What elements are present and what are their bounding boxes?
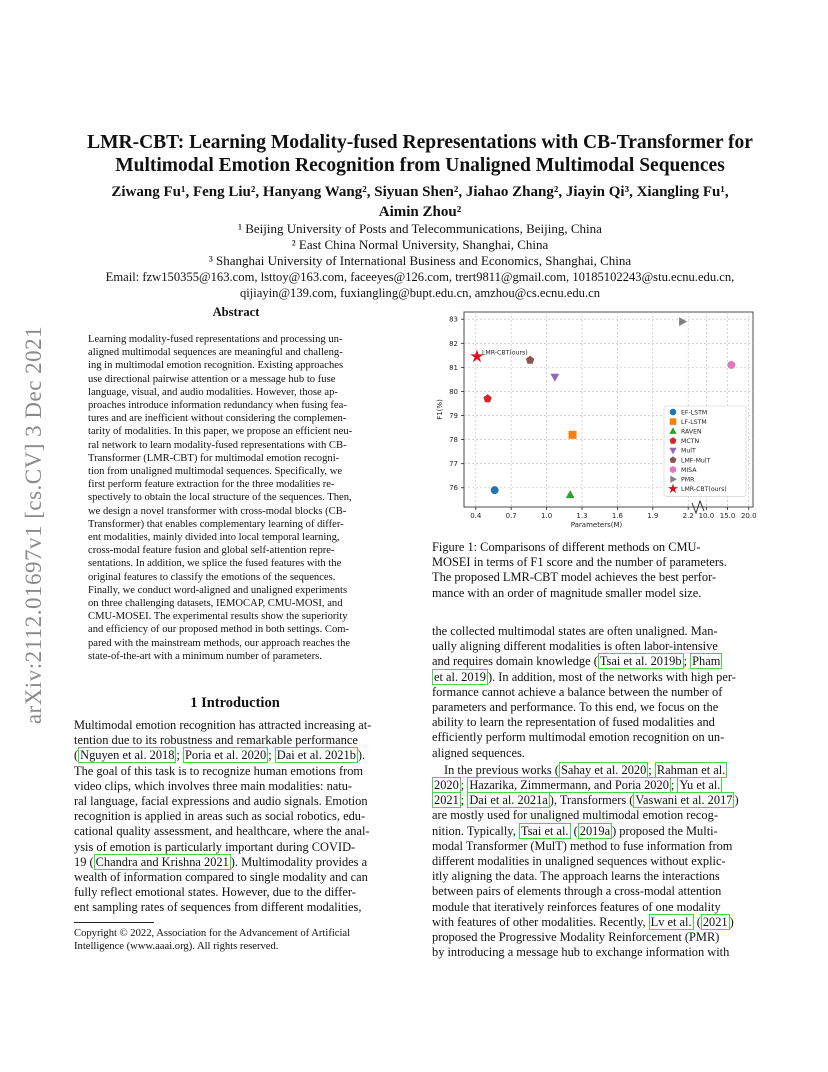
legend-entry: LMF-MulT — [681, 457, 711, 465]
legend-marker — [670, 418, 677, 425]
abstract-line: pared with the mainstream methods, our approach reaches the — [88, 637, 351, 649]
body-line: the collected multimodal states are often unaligned. Man- — [432, 624, 718, 638]
intro-line: ( Nguyen et al. 2018 ; Poria et al. 2020 ; Dai et al. 2021b ). — [74, 748, 366, 763]
y-tick-label: 81 — [449, 363, 458, 372]
data-point — [550, 374, 559, 382]
email-line-1: Email: fzw150355@163.com, lsttoy@163.com, faceeyes@126.com, trert9811@gmail.com, 10185102243@stu.ecnu.edu.cn, — [105, 270, 735, 284]
y-tick-label: 78 — [449, 436, 458, 445]
caption-line: MOSEI in terms of F1 score and the number of parameters. — [432, 555, 727, 570]
intro-line: ent sampling rates of sequences from different modalities, — [74, 900, 362, 915]
body-line: between pairs of elements through a cross-modal attention — [432, 884, 722, 899]
citation-link[interactable]: et al. 2019 — [434, 669, 486, 684]
body-text: ( — [570, 823, 578, 838]
affiliation-3: ³ Shanghai University of International Business and Economics, Shanghai, China — [208, 253, 632, 268]
arxiv-sidebar — [14, 290, 54, 760]
figure-caption — [432, 540, 756, 601]
intro-text: ). Multimodality provides a — [230, 854, 368, 869]
abstract-line: original features to classify the emotions of the sequences. — [88, 571, 336, 583]
body-text: In the previous works ( — [444, 762, 559, 777]
citation-link[interactable]: Dai et al. 2021b — [276, 748, 356, 763]
abstract-line: tion from unaligned multimodal sequences. Specifically, we — [88, 466, 343, 478]
x-tick-label: 15.0 — [719, 512, 736, 520]
affiliation-2: ² East China Normal University, Shanghai, China — [291, 237, 549, 252]
legend-entry: MISA — [681, 466, 697, 474]
footnote-line: Intelligence (www.aaai.org). All rights reserved. — [74, 941, 279, 953]
intro-line: recognition is applied in areas such as social robotics, edu- — [74, 809, 366, 824]
citation-link[interactable]: Sahay et al. 2020 — [560, 762, 647, 777]
body-line: 2021 ; Dai et al. 2021a ), Transformers ( Vaswani et al. 2017 ) — [434, 793, 739, 808]
citation-link[interactable]: Nguyen et al. 2018 — [80, 748, 175, 763]
y-tick-label: 80 — [449, 387, 458, 396]
abstract-heading: Abstract — [212, 305, 260, 319]
body-line — [432, 763, 756, 778]
intro-line: ysis of emotion is particularly important during COVID- — [74, 839, 356, 854]
intro-line: ral language, facial expressions and audio signals. Emotion — [74, 794, 368, 809]
y-axis-label: F1(%) — [436, 399, 444, 420]
body-line: are mostly used for unaligned multimodal emotion recog- — [432, 808, 718, 823]
abstract-line: use directional pairwise attention or a message hub to fuse — [88, 373, 336, 385]
y-tick-label: 79 — [449, 412, 458, 421]
y-tick-label: 83 — [449, 315, 458, 324]
abstract-line: cross-modal feature fusion and global self-attention repre- — [88, 545, 335, 557]
abstract-line: language, visual, and audio modalities. However, those ap- — [88, 386, 338, 398]
legend-entry: MCTN — [681, 438, 700, 446]
body-line: different modalities in unaligned sequences without explic- — [432, 854, 726, 869]
email-line-2: qijiayin@139.com, fuxiangling@bupt.edu.cn, amzhou@cs.ecnu.edu.cn — [239, 286, 601, 300]
abstract-line: tures and are inefficient without considering the complemen- — [88, 413, 347, 425]
abstract-line: ing in multimodal emotion recognition. Existing approaches — [88, 360, 344, 372]
body-text: ; — [648, 762, 655, 777]
point-label: LMR-CBT(ours) — [481, 349, 528, 357]
intro-text: 19 ( — [74, 854, 94, 869]
abstract-line: state-of-the-art with a minimum number of parameters. — [88, 650, 322, 662]
body-line: ability to learn the representation of fused modalities and — [432, 715, 715, 730]
body-text: nition. Typically, — [432, 823, 519, 838]
intro-heading: 1 Introduction — [190, 695, 280, 711]
citation-link[interactable]: 2021 — [702, 914, 728, 929]
legend-entry: LMR-CBT(ours) — [681, 486, 727, 494]
authors-line-2: Aimin Zhou² — [378, 204, 462, 220]
body-line: module that iteratively reinforces features of one modality — [432, 899, 721, 914]
authors — [70, 182, 770, 222]
body-line — [432, 824, 756, 839]
abstract-body — [88, 333, 384, 663]
copyright-footnote — [74, 927, 396, 953]
abstract-line: Learning modality-fused representations and processing un- — [88, 334, 343, 345]
data-point — [569, 431, 577, 439]
abstract-line: ent modalities, mainly divided into local temporal learning, — [88, 532, 340, 544]
body-line — [432, 915, 756, 930]
citation-link[interactable]: Vaswani et al. 2017 — [635, 793, 733, 808]
x-tick-label: 10.0 — [698, 512, 715, 520]
affiliations — [70, 221, 770, 301]
body-text: ) — [734, 793, 739, 808]
title-line-2: Multimodal Emotion Recognition from Unaligned Multimodal Sequences — [115, 155, 725, 176]
legend-entry: MulT — [681, 447, 696, 455]
body-text: and requires domain knowledge ( — [432, 654, 598, 669]
title-line-1: LMR-CBT: Learning Modality-fused Representations with CB-Transformer for — [87, 132, 753, 153]
citation-link[interactable]: 2020 — [434, 778, 459, 793]
abstract-line: aligned multimodal sequences are meaningful and challeng- — [88, 347, 343, 359]
x-tick-label: 0.4 — [470, 512, 482, 520]
x-tick-label: 1.0 — [541, 512, 553, 520]
abstract-line: Transformer (LMR-CBT) for multimodal emotion recogni- — [88, 452, 340, 464]
body-line — [432, 670, 756, 685]
body-line: itly aligning the data. The approach learns the interactions — [432, 869, 720, 884]
intro-body — [74, 718, 396, 916]
body-line: formance cannot achieve a balance between the number of — [432, 684, 723, 699]
abstract-line: sentations. In addition, we splice the fused features with the — [88, 558, 342, 570]
right-column-body — [432, 624, 756, 960]
citation-link[interactable]: 2021 — [434, 793, 459, 808]
arxiv-id: arXiv:2112.01697v1 [cs.CV] 3 Dec 2021 — [21, 325, 46, 725]
footnote-line: Copyright © 2022, Association for the Advancement of Artificial — [74, 928, 351, 939]
x-tick-label: 2.2 — [682, 512, 694, 520]
citation-link[interactable]: Hazarika, Zimmermann, and Poria 2020 — [469, 778, 669, 793]
x-axis-label: Parameters(M) — [570, 521, 623, 529]
y-tick-label: 82 — [449, 339, 458, 348]
intro-line: cational quality assessment, and healthcare, where the anal- — [74, 824, 370, 839]
paper-title — [70, 131, 770, 177]
body-line: aligned sequences. — [432, 745, 525, 760]
citation-link[interactable]: Yu et al. — [679, 778, 721, 793]
citation-link[interactable]: Tsai et al. — [520, 823, 569, 838]
citation-link[interactable]: Dai et al. 2021a — [469, 793, 548, 808]
abstract-line: ral network to learn modality-fused representations with CB- — [88, 439, 347, 451]
body-line: parameters and performance. To this end, we focus on the — [432, 700, 719, 715]
legend-entry: EF-LSTM — [681, 409, 708, 417]
abstract-line: we design a novel transformer with cross-modal blocks (CB- — [88, 505, 347, 517]
x-tick-label: 1.9 — [647, 512, 659, 520]
citation-link[interactable]: Lv et al. — [650, 914, 692, 929]
intro-line: fully reflect emotional states. However, due to the differ- — [74, 885, 356, 900]
data-point — [679, 317, 687, 326]
caption-line: mance with an order of magnitude smaller model size. — [432, 585, 702, 600]
body-text: with features of other modalities. Recently, — [432, 914, 649, 929]
legend-marker — [670, 466, 677, 473]
legend-entry: PMR — [681, 476, 695, 484]
x-tick-label: 0.7 — [505, 512, 517, 520]
body-line: efficiently perform multimodal emotion recognition on un- — [432, 730, 725, 745]
x-tick-label: 1.3 — [576, 512, 588, 520]
citation-link[interactable]: 2019a — [579, 823, 611, 838]
body-text: ; — [683, 654, 691, 669]
citation-link[interactable]: Poria et al. 2020 — [184, 748, 267, 763]
abstract-line: Finally, we conduct word-aligned and unaligned experiments — [88, 584, 348, 596]
body-text: ), Transformers ( — [549, 793, 634, 808]
intro-line: The goal of this task is to recognize human emotions from — [74, 763, 364, 778]
data-point — [566, 490, 575, 498]
legend-marker — [670, 409, 677, 416]
abstract-line: tarity of modalities. In this paper, we propose an efficient neu- — [88, 426, 353, 438]
affiliation-1: ¹ Beijing University of Posts and Telecommunications, Beijing, China — [238, 221, 602, 236]
body-line: ually aligning different modalities is often labor-intensive — [432, 639, 718, 654]
data-point — [526, 356, 534, 364]
data-point — [483, 394, 491, 402]
x-tick-label: 1.6 — [611, 512, 623, 520]
legend-entry: LF-LSTM — [681, 418, 707, 426]
body-text: ). In addition, most of the networks with high per- — [487, 669, 736, 684]
citation-link[interactable]: Rahman et al. — [656, 762, 726, 777]
body-line: proposed the Progressive Modality Reinforcement (PMR) — [432, 930, 720, 945]
body-line: by introducing a message hub to exchange information with — [432, 945, 730, 960]
abstract-line: spectively to obtain the local structure of the sequences. Then, — [88, 492, 352, 504]
abstract-line: proaches introduce information redundancy when fusing fea- — [88, 400, 347, 412]
abstract-line: on three challenging datasets, IEMOCAP, CMU-MOSI, and — [88, 598, 343, 610]
abstract-line: and efficiency of our proposed method in both settings. Com- — [88, 624, 350, 636]
citation-link[interactable]: Tsai et al. 2019b — [599, 654, 682, 669]
citation-link[interactable]: Pham — [692, 654, 721, 669]
intro-line: video clips, which involves three main modalities: natu- — [74, 778, 353, 793]
body-line: 2020 ; Hazarika, Zimmermann, and Poria 2020 ; Yu et al. — [434, 778, 721, 793]
abstract-line: CMU-MOSEI. The experimental results show the superiority — [88, 611, 348, 623]
body-text: ) — [729, 914, 734, 929]
body-line: modal Transformer (MulT) method to fuse information from — [432, 838, 733, 853]
footnote-rule — [74, 922, 154, 923]
intro-line: wealth of information compared to single modality and can — [74, 870, 368, 885]
body-text: ) proposed the Multi- — [612, 823, 718, 838]
caption-line: The proposed LMR-CBT model achieves the best perfor- — [432, 570, 717, 585]
caption-line: Figure 1: Comparisons of different methods on CMU- — [432, 540, 701, 554]
abstract-line: Transformer) that enables complementary learning of differ- — [88, 518, 344, 530]
y-tick-label: 76 — [449, 484, 458, 493]
intro-line: Multimodal emotion recognition has attracted increasing at- — [74, 718, 372, 732]
x-tick-label: 20.0 — [740, 512, 757, 520]
data-point — [491, 486, 499, 494]
data-point — [727, 361, 735, 369]
scatter-chart — [430, 304, 760, 532]
authors-line-1: Ziwang Fu¹, Feng Liu², Hanyang Wang², Siyuan Shen², Jiahao Zhang², Jiayin Qi³, Xiangling Fu¹, — [111, 184, 729, 200]
citation-link[interactable]: Chandra and Krishna 2021 — [95, 854, 229, 869]
intro-line: tention due to its robustness and remarkable performance — [74, 733, 358, 748]
legend-entry: RAVEN — [681, 428, 702, 436]
body-text: ( — [693, 914, 701, 929]
y-tick-label: 77 — [449, 460, 458, 469]
intro-line — [74, 855, 396, 870]
abstract-line: first perform feature extraction for the three modalities re- — [88, 479, 335, 491]
body-line — [432, 654, 756, 669]
